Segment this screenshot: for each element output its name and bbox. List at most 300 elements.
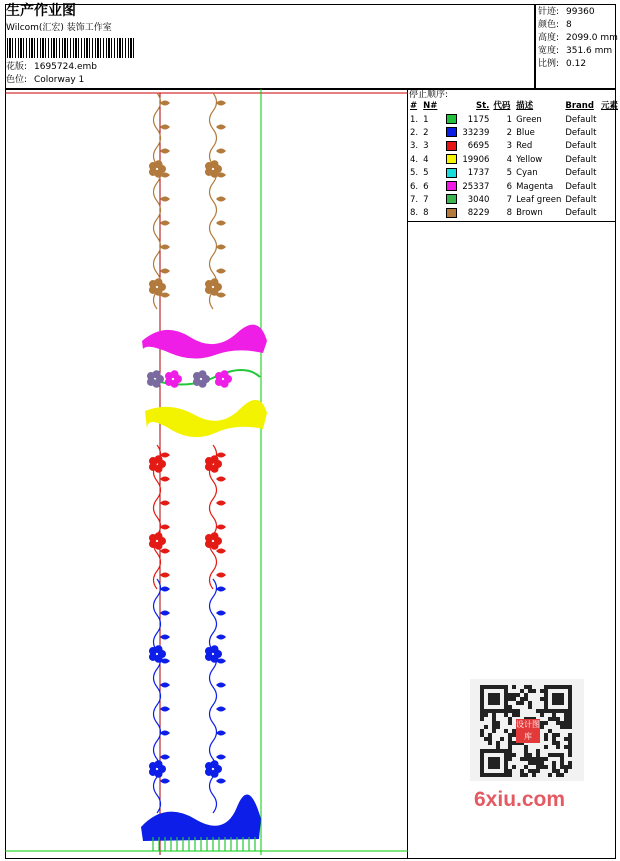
row-stitches: 6695 (467, 141, 490, 152)
row-element (599, 194, 620, 207)
sequence-body (408, 113, 620, 220)
qr-stamp: 设计图库 (516, 720, 540, 741)
row-swatch (444, 113, 459, 126)
spec-colors-label: 颜色: (538, 20, 560, 30)
leaf-shape (216, 501, 226, 506)
row-index: 2. (410, 127, 419, 138)
qr-module (548, 753, 552, 757)
row-index: 4. (410, 154, 419, 165)
qr-module (500, 737, 504, 741)
qr-module (532, 769, 536, 773)
qr-module (552, 769, 556, 773)
qr-module (524, 753, 528, 757)
sequence-row (408, 167, 620, 180)
col-brand: Brand (565, 101, 594, 112)
row-brand: Default (565, 194, 597, 205)
qr-module (568, 737, 572, 741)
qr-module (512, 713, 516, 717)
row-swatch (444, 154, 459, 167)
flower-petal (155, 160, 163, 168)
qr-module (480, 713, 484, 717)
sequence-row (408, 113, 620, 126)
qr-module (560, 753, 564, 757)
leaf-shape (160, 731, 170, 736)
flower-petal (155, 645, 163, 653)
flower-petal (153, 370, 161, 378)
qr-module (560, 721, 564, 725)
color-swatch (446, 168, 457, 178)
watermark-text: 6xiu.com (474, 788, 566, 811)
qr-module (488, 741, 492, 745)
row-code: 8 (506, 208, 513, 219)
qr-module (556, 773, 560, 777)
qr-module (484, 737, 488, 741)
qr-module (480, 729, 484, 733)
sequence-row (408, 154, 620, 167)
qr-module (536, 753, 540, 757)
row-index: 5. (410, 168, 419, 179)
qr-module (480, 733, 484, 737)
qr-module (512, 693, 516, 697)
qr-module (516, 701, 520, 705)
qr-module (556, 733, 560, 737)
leaf-shape (160, 501, 170, 506)
qr-module (560, 757, 564, 761)
qr-module (520, 697, 524, 701)
leaf-shape (160, 587, 170, 592)
qr-module (508, 721, 512, 725)
qr-module (536, 769, 540, 773)
colorway-value: Colorway 1 (34, 75, 85, 85)
sequence-table (408, 100, 620, 221)
qr-module (508, 717, 512, 721)
brown-right-vine (210, 93, 217, 309)
qr-module (532, 689, 536, 693)
row-swatch (444, 127, 459, 140)
row-description: Cyan (516, 168, 538, 179)
flower-petal (211, 532, 219, 540)
spec-height-label: 高度: (538, 33, 560, 43)
qr-module (508, 753, 512, 757)
qr-module (496, 725, 500, 729)
leaf-shape (160, 125, 170, 130)
qr-module (492, 729, 496, 733)
qr-module (512, 753, 516, 757)
colorway-label: 色位: (6, 75, 28, 85)
row-number: 2 (423, 127, 429, 138)
row-element (599, 180, 620, 193)
qr-module (568, 717, 572, 721)
leaf-shape (160, 149, 170, 154)
qr-module (508, 737, 512, 741)
qr-module (544, 745, 548, 749)
row-code: 7 (506, 194, 513, 205)
qr-module (540, 721, 544, 725)
qr-module (528, 705, 532, 709)
row-element (599, 207, 620, 220)
qr-module (564, 765, 568, 769)
qr-module (528, 701, 532, 705)
qr-module (552, 765, 556, 769)
col-number: N# (423, 101, 438, 112)
row-brand: Default (565, 208, 597, 219)
flower-petal (211, 278, 219, 286)
qr-module (524, 745, 528, 749)
sequence-row (408, 127, 620, 140)
leaf-shape (216, 707, 226, 712)
yellow-lace-band (145, 400, 267, 437)
flower-petal (221, 370, 229, 378)
qr-module (556, 769, 560, 773)
flower-petal (211, 455, 219, 463)
qr-module (540, 765, 544, 769)
row-brand: Default (565, 181, 597, 192)
row-number: 3 (423, 141, 429, 152)
sequence-row (408, 180, 620, 193)
qr-module (532, 773, 536, 777)
row-description: Brown (516, 208, 543, 219)
row-element (599, 140, 620, 153)
qr-module (536, 709, 540, 713)
blue-right-vine (210, 579, 217, 813)
qr-module (524, 757, 528, 761)
row-element (599, 127, 620, 140)
qr-module (568, 753, 572, 757)
leaf-shape (160, 779, 170, 784)
col-code: 代码 (493, 101, 511, 112)
qr-module (560, 765, 564, 769)
flower-petal (155, 532, 163, 540)
qr-module (568, 741, 572, 745)
qr-module (524, 749, 528, 753)
row-code: 6 (506, 181, 513, 192)
color-swatch (446, 141, 457, 151)
qr-module (516, 709, 520, 713)
row-description: Green (516, 114, 542, 125)
leaf-shape (160, 549, 170, 554)
qr-module (528, 689, 532, 693)
qr-module (512, 697, 516, 701)
color-swatch (446, 208, 457, 218)
leaf-shape (216, 149, 226, 154)
row-brand: Default (565, 114, 597, 125)
row-stitches: 3040 (467, 194, 490, 205)
leaf-shape (216, 221, 226, 226)
qr-module (560, 725, 564, 729)
qr-module (556, 741, 560, 745)
flower-petal (211, 645, 219, 653)
color-swatch (446, 181, 457, 191)
qr-module (508, 741, 512, 745)
qr-module (492, 725, 496, 729)
barcode (7, 38, 135, 58)
qr-module (516, 713, 520, 717)
leaf-shape (216, 477, 226, 482)
leaf-shape (160, 221, 170, 226)
qr-module (540, 713, 544, 717)
qr-module (516, 693, 520, 697)
row-swatch (444, 140, 459, 153)
row-code: 5 (506, 168, 513, 179)
qr-module (496, 721, 500, 725)
row-swatch (444, 207, 459, 220)
qr-module (524, 693, 528, 697)
qr-module (528, 685, 532, 689)
qr-module (528, 769, 532, 773)
qr-module (508, 693, 512, 697)
leaf-shape (216, 197, 226, 202)
row-index: 7. (410, 194, 419, 205)
qr-module (520, 773, 524, 777)
embroidery-design-preview (5, 89, 408, 859)
flower-petal (155, 278, 163, 286)
col-stitches: St. (475, 101, 490, 112)
qr-module (532, 757, 536, 761)
qr-module (508, 705, 512, 709)
qr-module (492, 721, 496, 725)
row-description: Yellow (516, 154, 543, 165)
qr-module (508, 769, 512, 773)
leaf-shape (216, 731, 226, 736)
qr-module (512, 685, 516, 689)
qr-module (524, 765, 528, 769)
row-number: 7 (423, 194, 429, 205)
qr-module (484, 713, 488, 717)
col-swatch (444, 100, 459, 113)
row-stitches: 25337 (462, 181, 490, 192)
row-description: Red (516, 141, 533, 152)
brown-left-vine (154, 93, 161, 309)
row-stitches: 1737 (467, 168, 490, 179)
row-stitches: 8229 (467, 208, 490, 219)
qr-module (536, 765, 540, 769)
qr-module (508, 697, 512, 701)
qr-module (564, 713, 568, 717)
row-brand: Default (565, 141, 597, 152)
row-index: 3. (410, 141, 419, 152)
qr-module (540, 757, 544, 761)
qr-module (508, 745, 512, 749)
sequence-row (408, 207, 620, 220)
leaf-shape (160, 477, 170, 482)
qr-module (504, 729, 508, 733)
qr-module (508, 773, 512, 777)
row-brand: Default (565, 154, 597, 165)
leaf-shape (216, 245, 226, 250)
qr-module (496, 745, 500, 749)
leaf-shape (216, 779, 226, 784)
qr-module (564, 737, 568, 741)
qr-module (480, 717, 484, 721)
qr-module (564, 725, 568, 729)
qr-module (544, 737, 548, 741)
qr-module (560, 761, 564, 765)
qr-code (470, 679, 584, 781)
qr-module (492, 717, 496, 721)
row-index: 1. (410, 114, 419, 125)
leaf-shape (160, 635, 170, 640)
qr-module (544, 765, 548, 769)
qr-module (524, 685, 528, 689)
magenta-lace-band (142, 325, 267, 359)
qr-module (552, 713, 556, 717)
qr-module (520, 701, 524, 705)
qr-module (544, 721, 548, 725)
qr-module (568, 713, 572, 717)
row-swatch (444, 194, 459, 207)
qr-module (552, 693, 564, 705)
leaf-shape (160, 573, 170, 578)
leaf-shape (216, 269, 226, 274)
color-swatch (446, 194, 457, 204)
row-stitches: 19906 (462, 154, 490, 165)
sequence-row (408, 140, 620, 153)
qr-module (568, 725, 572, 729)
qr-module (540, 709, 544, 713)
qr-module (540, 761, 544, 765)
qr-module (512, 709, 516, 713)
company-name: Wilcom(汇宏) 装饰工作室 (6, 23, 112, 33)
row-code: 2 (506, 127, 513, 138)
qr-module (568, 749, 572, 753)
leaf-shape (216, 525, 226, 530)
color-swatch (446, 127, 457, 137)
qr-module (564, 745, 568, 749)
qr-module (556, 717, 560, 721)
row-brand: Default (565, 127, 597, 138)
leaf-shape (216, 755, 226, 760)
spec-scale-value: 0.12 (566, 59, 587, 69)
qr-module (552, 737, 556, 741)
qr-module (560, 773, 564, 777)
qr-module (528, 757, 532, 761)
spec-width-value: 351.6 mm (566, 46, 613, 56)
qr-module (488, 733, 492, 737)
col-index: # (410, 101, 418, 112)
leaf-shape (216, 101, 226, 106)
qr-module (568, 761, 572, 765)
color-swatch (446, 154, 457, 164)
blue-left-vine (154, 579, 161, 813)
qr-module (544, 757, 548, 761)
flower-petal (199, 370, 207, 378)
qr-module (508, 733, 512, 737)
row-number: 8 (423, 208, 429, 219)
flower-petal (155, 760, 163, 768)
qr-module (532, 761, 536, 765)
flower-petal (211, 760, 219, 768)
qr-module (504, 713, 508, 717)
qr-module (568, 733, 572, 737)
leaf-shape (216, 549, 226, 554)
flower-petal (211, 160, 219, 168)
leaf-shape (216, 611, 226, 616)
leaf-shape (216, 587, 226, 592)
row-swatch (444, 180, 459, 193)
qr-module (548, 773, 552, 777)
qr-module (520, 689, 524, 693)
row-swatch (444, 167, 459, 180)
leaf-shape (160, 197, 170, 202)
row-element (599, 154, 620, 167)
sequence-row (408, 194, 620, 207)
qr-module (548, 729, 552, 733)
row-index: 8. (410, 208, 419, 219)
leaf-shape (160, 245, 170, 250)
row-description: Blue (516, 127, 535, 138)
col-description: 描述 (516, 101, 534, 112)
blue-lace-band (141, 795, 261, 842)
qr-module (512, 765, 516, 769)
sequence-title: 停止顺序: (409, 90, 449, 100)
row-code: 4 (506, 154, 513, 165)
qr-module (548, 717, 552, 721)
embroidery-motifs (141, 93, 267, 851)
row-brand: Default (565, 168, 597, 179)
qr-module (540, 725, 544, 729)
leaf-shape (216, 125, 226, 130)
spec-width-label: 宽度: (538, 46, 560, 56)
spec-colors-value: 8 (566, 20, 572, 30)
qr-module (556, 745, 560, 749)
spec-scale-label: 比例: (538, 59, 560, 69)
row-number: 1 (423, 114, 429, 125)
qr-module (556, 721, 560, 725)
leaf-shape (160, 683, 170, 688)
qr-module (528, 753, 532, 757)
qr-module (568, 765, 572, 769)
color-swatch (446, 114, 457, 124)
row-stitches: 1175 (467, 114, 490, 125)
qr-module (488, 693, 500, 705)
qr-module (488, 757, 500, 769)
sequence-header-row (408, 100, 620, 113)
qr-module (544, 733, 548, 737)
leaf-shape (160, 755, 170, 760)
qr-module (552, 761, 556, 765)
qr-module (552, 753, 556, 757)
qr-module (552, 733, 556, 737)
qr-module (556, 753, 560, 757)
leaf-shape (216, 635, 226, 640)
leaf-shape (216, 573, 226, 578)
qr-module (540, 697, 544, 701)
leaf-shape (160, 707, 170, 712)
leaf-shape (160, 101, 170, 106)
qr-module (536, 761, 540, 765)
qr-module (564, 769, 568, 773)
qr-module (520, 757, 524, 761)
row-element (599, 113, 620, 126)
row-code: 1 (506, 114, 513, 125)
qr-module (536, 749, 540, 753)
qr-module (524, 773, 528, 777)
qr-module (540, 689, 544, 693)
row-number: 6 (423, 181, 429, 192)
pattern-value: 1695724.emb (34, 62, 97, 72)
spec-stitches-label: 针迹: (538, 7, 560, 17)
col-element: 元素 (600, 101, 618, 112)
flower-petal (171, 370, 179, 378)
leaf-shape (160, 525, 170, 530)
qr-module (488, 737, 492, 741)
row-number: 5 (423, 168, 429, 179)
qr-module (484, 725, 488, 729)
qr-module (568, 745, 572, 749)
spec-height-value: 2099.0 mm (566, 33, 618, 43)
qr-module (496, 741, 500, 745)
row-description: Magenta (516, 181, 554, 192)
